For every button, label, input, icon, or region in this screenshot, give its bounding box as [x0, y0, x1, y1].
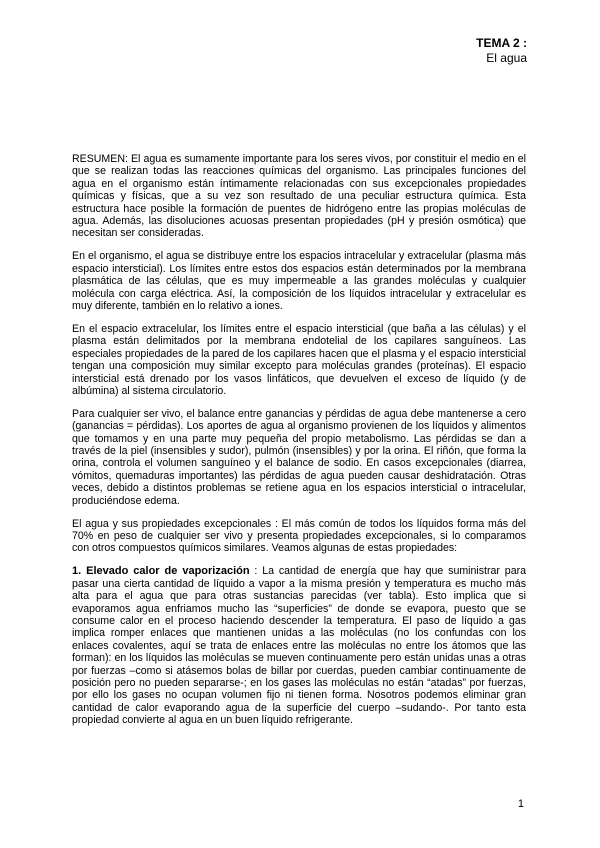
paragraph-distribution: En el organismo, el agua se distribuye entre los espacios intracelular y extracelular (plasma más espacio intersticial). Los límites entre estos dos espacios están determinados por la membrana plasmática de las células, que es muy impermeable a las grandes moléculas y cualquier molécula con carga eléctrica. Así, la composición de los líquidos intracelular y extracelular es muy diferente, también en lo relativo a iones.: [72, 250, 526, 312]
section-vaporization: [72, 565, 526, 726]
paragraph-resumen: RESUMEN: El agua es sumamente importante para los seres vivos, por constituir el medio en el que se realizan todas las reacciones químicas del organismo. Las principales funciones del agua en el organismo están íntimamente relacionadas con sus excepcionales propiedades químicas y físicas, que a su vez son resultado de una peculiar estructura química. Esta estructura hace posible la formación de puentes de hidrógeno entre las propias moléculas de agua. Además, las disoluciones acuosas presentan propiedades (pH y presión osmótica) que necesitan ser consideradas.: [72, 153, 526, 240]
section-heading: 1. Elevado calor de vaporización: [72, 565, 250, 578]
document-body: [72, 153, 526, 737]
theme-subtitle: El agua: [486, 51, 527, 65]
section-text: : La cantidad de energía que hay que suministrar para pasar una cierta cantidad de líquido a vapor a la misma presión y temperatura es mucho más alta para el agua que para otras sustancias parecidas (ver tabla). Esto implica que si evaporamos agua enfriamos mucho las “superficies” de donde se evapora, puesto que se consume calor en el proceso haciendo descender la temperatura. El paso de líquido a gas implica romper enlaces que mantienen unidas a las moléculas (no los confundas con los enlaces covalentes, aquí se trata de enlaces entre las moléculas no entre los átomos que las forman): en los líquidos las moléculas se mueven continuamente pero están unidas unas a otras por fuerzas –como si atásemos bolas de billar por cuerdas, pueden cambiar continuamente de posición pero no pueden separarse-; en los gases las moléculas no están “atadas” por fuerzas, por ello los gases no ocupan volumen fijo ni tienen forma. Nosotros podemos eliminar gran cantidad de calor evaporando agua de la superficie del cuerpo –sudando-. Por tanto esta propiedad convierte al agua en un buen líquido refrigerante.: [72, 565, 526, 727]
paragraph-extracellular: En el espacio extracelular, los límites entre el espacio intersticial (que baña a las células) y el plasma están delimitados por la membrana endotelial de los capilares sanguíneos. Las especiales propiedades de la pared de los capilares hacen que el plasma y el espacio intersticial tengan una composición muy similar excepto para moléculas grandes (proteínas). El espacio intersticial está drenado por los vasos linfáticos, que devuelven el exceso de líquido (y de albúmina) al sistema circulatorio.: [72, 322, 526, 397]
paragraph-balance: Para cualquier ser vivo, el balance entre ganancias y pérdidas de agua debe mantenerse a cero (ganancias = pérdidas). Los aportes de agua al organismo provienen de los líquidos y alimentos que tomamos y en una parte muy pequeña del propio metabolismo. Las pérdidas se dan a través de la piel (insensibles y sudor), pulmón (insensibles) y por la orina. El riñón, que forma la orina, controla el volumen sanguíneo y el balance de sodio. En casos excepcionales (diarrea, vómitos, quemaduras importantes) las pérdidas de agua pueden causar deshidratación. Otras veces, debido a distintos problemas se retiene agua en los espacios intersticial o intracelular, produciéndose edema.: [72, 407, 526, 507]
page-number: 1: [517, 798, 524, 810]
page-header: [476, 36, 527, 66]
theme-title: TEMA 2 :: [476, 36, 527, 50]
paragraph-properties-intro: El agua y sus propiedades excepcionales : El más común de todos los líquidos forma más del 70% en peso de cualquier ser vivo y presenta propiedades excepcionales, si lo comparamos con otros compuestos químicos similares. Veamos algunas de estas propiedades:: [72, 517, 526, 555]
